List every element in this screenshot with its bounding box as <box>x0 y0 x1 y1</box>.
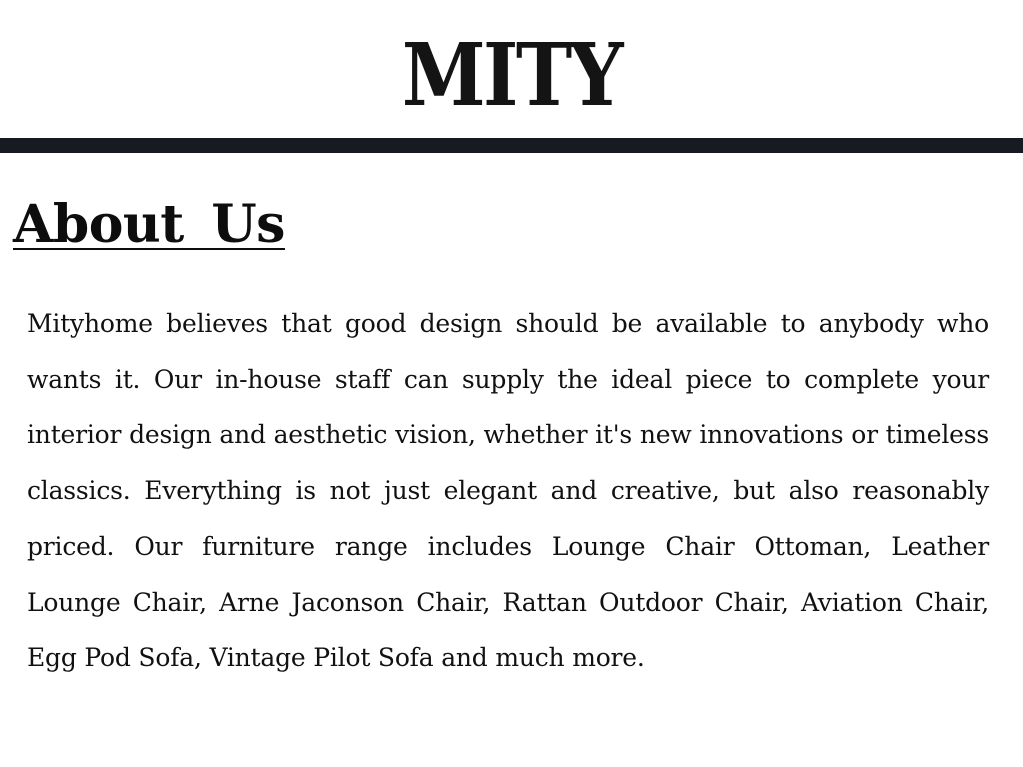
brand-logo: MITY <box>402 25 621 126</box>
header-divider <box>0 138 1023 153</box>
page-title: About Us <box>13 194 285 255</box>
header <box>0 25 1023 126</box>
about-paragraph: Mityhome believes that good design should be available to anybody who wants it. Our in-house staff can supply the ideal piece to complete your interior design and aesthetic vision, whether it's new innovations or timeless classics. Everything is not just elegant and creative, but also reasonably priced. Our furniture range includes Lounge Chair Ottoman, Leather Lounge Chair, Arne Jaconson Chair, Rattan Outdoor Chair, Aviation Chair, Egg Pod Sofa, Vintage Pilot Sofa and much more. <box>27 309 989 673</box>
